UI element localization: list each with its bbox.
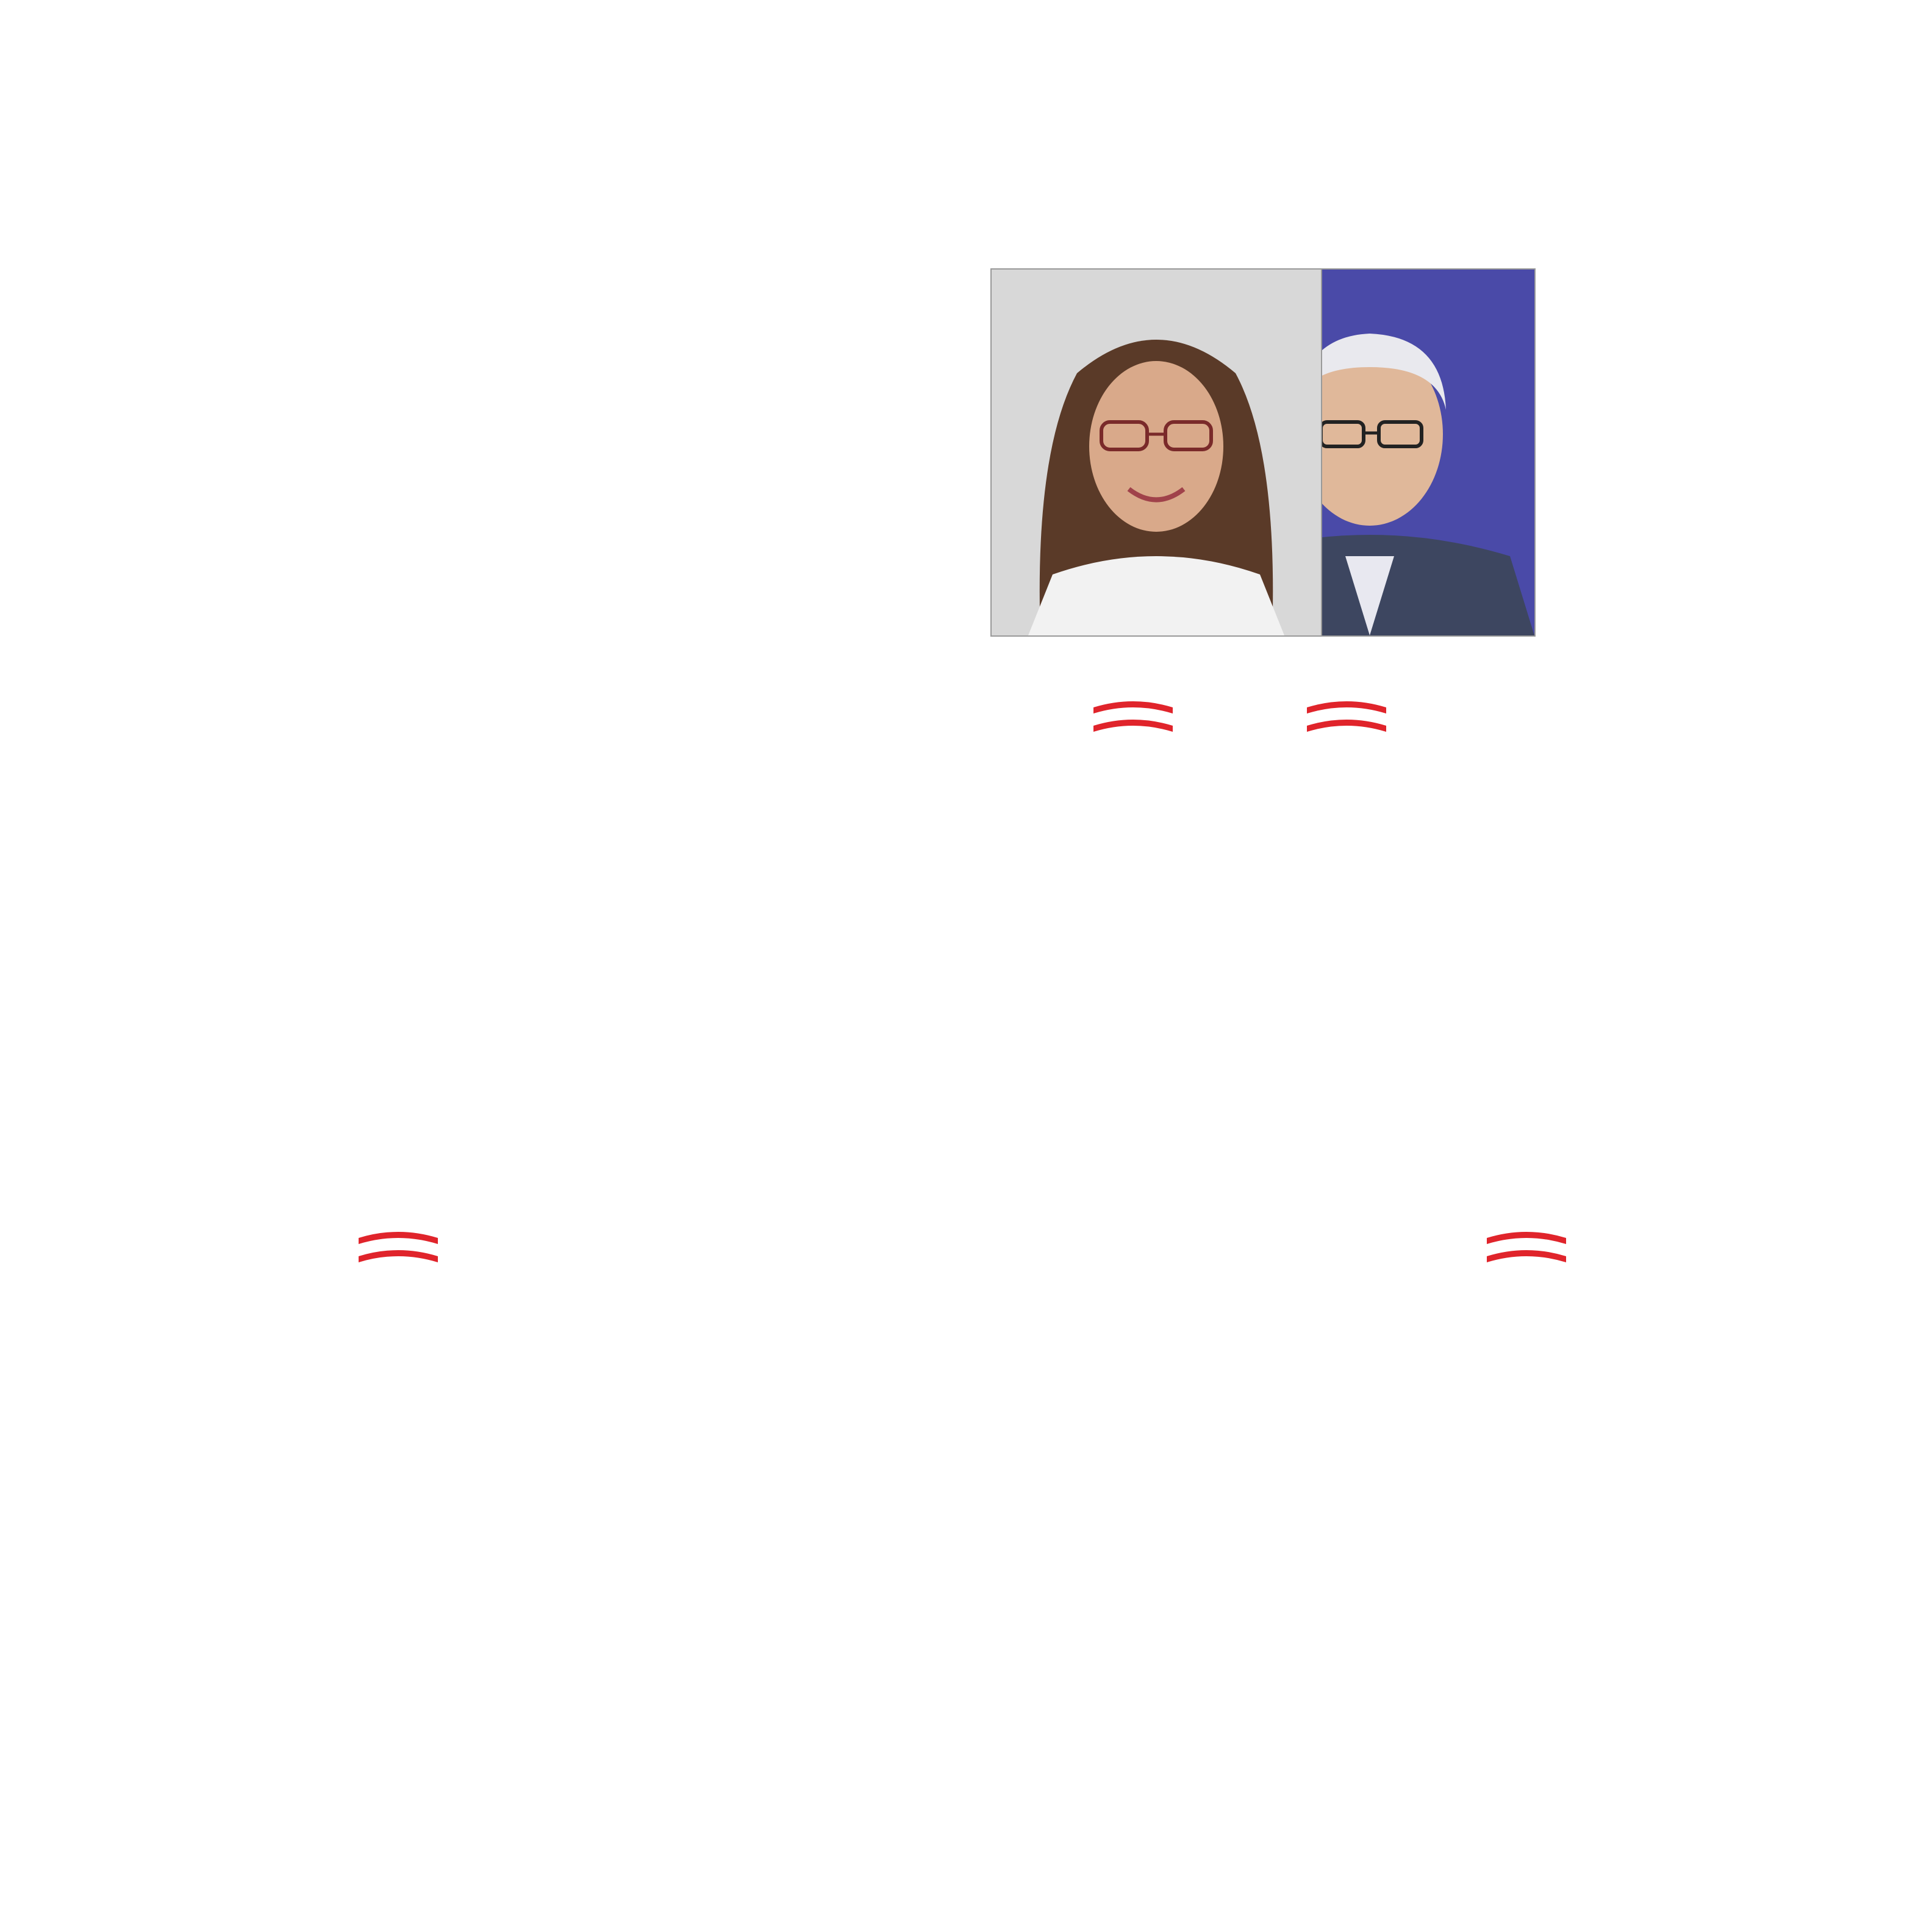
article-column-1 xyxy=(1584,262,1877,1909)
flag-stripes-icon xyxy=(1481,1226,1572,1275)
flag-stripes-icon xyxy=(1301,695,1392,744)
photo-alia-mobayed xyxy=(990,268,1322,637)
portrait-woman-icon xyxy=(992,270,1321,635)
flag-stripes-icon xyxy=(352,1226,444,1275)
flag-stripes-icon xyxy=(1087,695,1179,744)
